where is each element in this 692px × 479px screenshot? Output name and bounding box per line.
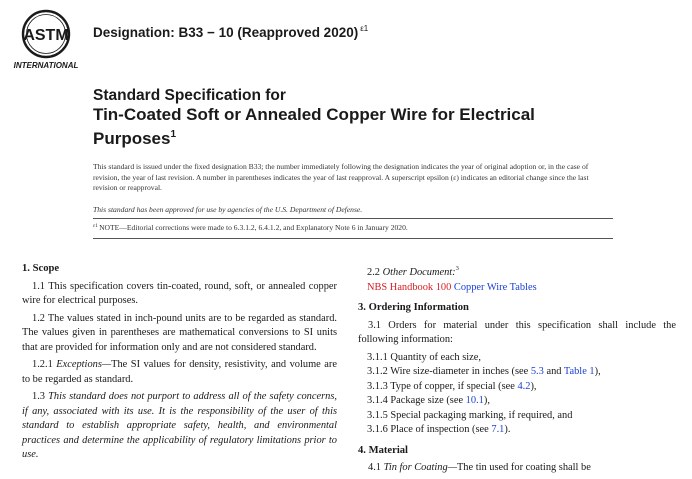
designation-text: Designation: B33 − 10 (Reapproved 2020) <box>93 25 359 40</box>
item-3-1-2-post: ), <box>594 366 601 377</box>
item-3-1-2 <box>358 365 676 380</box>
title-line-3 <box>93 125 653 149</box>
para-4-1-num: 4.1 <box>368 462 381 473</box>
nbs-handbook-text[interactable]: NBS Handbook 100 <box>367 281 452 293</box>
para-1-3 <box>22 390 337 463</box>
para-2-2-label: Other Document: <box>382 267 456 278</box>
ref-10-1-link[interactable]: 10.1 <box>465 395 484 406</box>
divider-top <box>93 218 613 219</box>
divider-bottom <box>93 238 613 239</box>
epsilon-note-mark: ε1 <box>93 223 99 229</box>
designation-epsilon: ε1 <box>360 24 369 33</box>
item-3-1-3-post: ), <box>530 380 537 392</box>
epsilon-note-text: NOTE—Editorial corrections were made to 6.3.1.2, 6.4.1.2, and Explanatory Note 6 in January 2020. <box>99 223 408 232</box>
para-4-1 <box>358 461 676 476</box>
logo-subtext: INTERNATIONAL <box>13 61 79 70</box>
item-3-1-3 <box>358 380 676 395</box>
dod-approval-note: This standard has been approved for use by agencies of the U.S. Department of Defense. <box>93 205 363 214</box>
item-3-1-6-text: 3.1.6 Place of inspection (see <box>367 424 492 435</box>
title-line-1: Standard Specification for <box>93 87 286 104</box>
item-3-1-5: 3.1.5 Special packaging marking, if required, and <box>367 409 573 421</box>
para-1-2: 1.2 The values stated in inch-pound units are to be regarded as standard. The values given in parentheses are mathematical conversions to SI units that are provided for information only and are not considered standard. <box>22 312 337 353</box>
left-column <box>22 258 337 466</box>
ref-4-2-link[interactable]: 4.2 <box>517 380 531 392</box>
epsilon-note <box>93 223 408 232</box>
right-column <box>358 262 676 479</box>
astm-logo <box>8 6 88 72</box>
para-1-3-text: This standard does not purport to address all of the safety concerns, if any, associated with its use. It is the responsibility of the user of this standard to establish appropriate safety, health, and environmental practices and determine the applicability of regulatory limitations prior to use. <box>22 391 337 460</box>
title-line-2: Tin-Coated Soft or Annealed Copper Wire for Electrical <box>93 105 535 124</box>
nbs-handbook-ref <box>358 281 676 296</box>
para-1-2-1-lead: Exceptions— <box>56 359 112 370</box>
ref-7-1-link[interactable]: 7.1 <box>491 424 505 435</box>
title-line-3-text: Purposes <box>93 129 171 148</box>
para-2-2-num: 2.2 <box>367 267 380 278</box>
para-3-1: 3.1 Orders for material under this specification shall include the following information: <box>358 319 676 345</box>
item-3-1-4-text: 3.1.4 Package size (see <box>367 395 466 406</box>
designation-notice: This standard is issued under the fixed designation B33; the number immediately following the designation indicates the year of original adoption or, in the case of revision, the year of last revision. A number in parentheses indicates the year of last reapproval. A superscript epsilon (ε) indicates an editorial change since the last revision or reapproval. <box>93 162 589 193</box>
ordering-heading: 3. Ordering Information <box>358 302 469 313</box>
item-3-1-2-mid: and <box>543 366 564 377</box>
scope-heading: 1. Scope <box>22 263 60 274</box>
item-3-1-3-text: 3.1.3 Type of copper, if special (see <box>367 380 518 392</box>
item-3-1-4-post: ), <box>483 395 490 406</box>
para-1-2-1-text: The SI values for density, resistivity, and volume are to be regarded as standard. <box>22 359 337 385</box>
copper-wire-tables-link[interactable]: Copper Wire Tables <box>453 281 537 293</box>
para-4-1-lead: Tin for Coating— <box>383 462 457 473</box>
ref-table-1-link[interactable]: Table 1 <box>563 366 595 377</box>
designation <box>93 24 368 40</box>
item-3-1-2-text: 3.1.2 Wire size-diameter in inches (see <box>367 366 531 377</box>
para-2-2-sup: 3 <box>455 265 459 272</box>
logo-text: ASTM <box>23 27 69 44</box>
material-heading: 4. Material <box>358 444 409 456</box>
ref-5-3-link[interactable]: 5.3 <box>530 366 544 377</box>
item-3-1-1: 3.1.1 Quantity of each size, <box>367 351 481 363</box>
para-1-1: 1.1 This specification covers tin-coated, round, soft, or annealed copper wire for electrical purposes. <box>22 280 337 306</box>
para-1-2-1 <box>22 358 337 387</box>
item-3-1-4 <box>358 394 676 409</box>
para-1-3-num: 1.3 <box>32 391 45 402</box>
title-footnote-mark: 1 <box>170 129 177 140</box>
para-1-2-1-num: 1.2.1 <box>32 359 53 370</box>
item-3-1-6 <box>358 423 676 438</box>
para-2-2 <box>358 262 676 281</box>
item-3-1-6-post: ). <box>504 424 511 435</box>
para-4-1-text: The tin used for coating shall be <box>456 462 591 473</box>
document-title <box>93 86 653 149</box>
